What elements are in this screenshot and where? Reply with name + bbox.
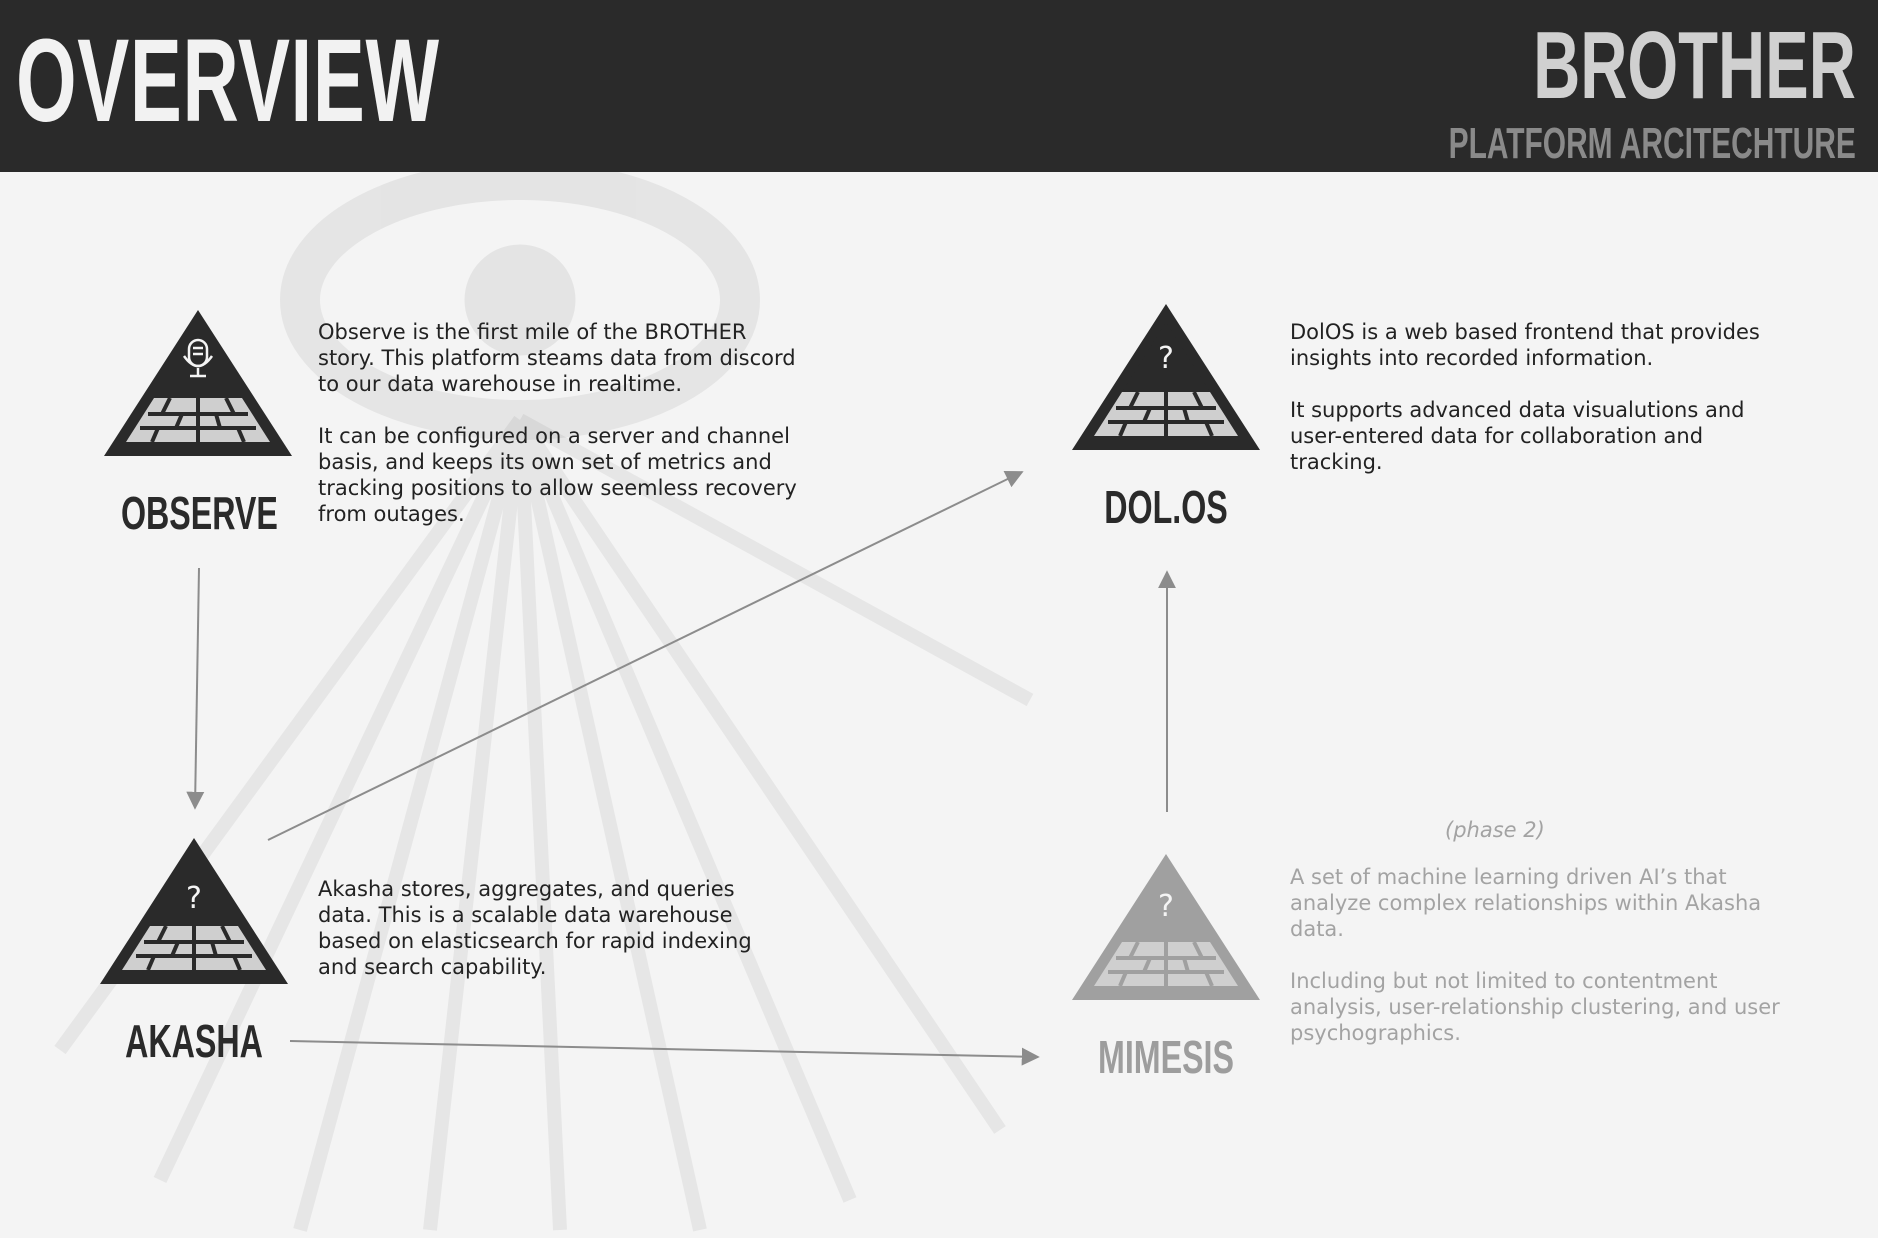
mimesis-pyramid-icon: [1072, 854, 1260, 1000]
mimesis-label: MIMESIS: [1098, 1031, 1234, 1083]
mimesis-description: [1290, 864, 1790, 1072]
dolos-paragraph-1: DolOS is a web based frontend that provides insights into recorded information.: [1290, 320, 1760, 370]
brand-name: BROTHER: [1533, 12, 1856, 119]
observe-paragraph-1: Observe is the first mile of the BROTHER story. This platform steams data from discord to our data warehouse in realtime.: [318, 320, 796, 396]
phase-note: (phase 2): [1445, 818, 1545, 842]
brand-subtitle: PLATFORM ARCITECHTURE: [1448, 119, 1856, 168]
dolos-label: DOL.OS: [1104, 481, 1228, 533]
dolos-description: [1290, 319, 1770, 501]
observe-pyramid-icon: [104, 310, 292, 456]
akasha-label: AKASHA: [125, 1015, 263, 1067]
observe-label: OBSERVE: [121, 487, 278, 539]
mimesis-paragraph-1: A set of machine learning driven AI’s that analyze complex relationships within Akasha data.: [1290, 865, 1762, 941]
question-mark-icon: ?: [1158, 341, 1174, 376]
akasha-pyramid-icon: [100, 838, 288, 984]
dolos-pyramid-icon: [1072, 304, 1260, 450]
akasha-description: [318, 876, 788, 1006]
dolos-paragraph-2: It supports advanced data visualutions and user-entered data for collaboration and tracking.: [1290, 398, 1745, 474]
page-title: OVERVIEW: [16, 15, 440, 147]
observe-description: [318, 319, 798, 553]
mimesis-paragraph-2: Including but not limited to contentment analysis, user-relationship clustering, and user psychographics.: [1290, 969, 1780, 1045]
question-mark-icon: ?: [186, 881, 202, 916]
question-mark-icon: ?: [1158, 889, 1174, 924]
akasha-paragraph-1: Akasha stores, aggregates, and queries data. This is a scalable data warehouse based on elasticsearch for rapid indexing and search capability.: [318, 877, 752, 979]
observe-paragraph-2: It can be configured on a server and channel basis, and keeps its own set of metrics and tracking positions to allow seemless recovery from outages.: [318, 424, 797, 526]
